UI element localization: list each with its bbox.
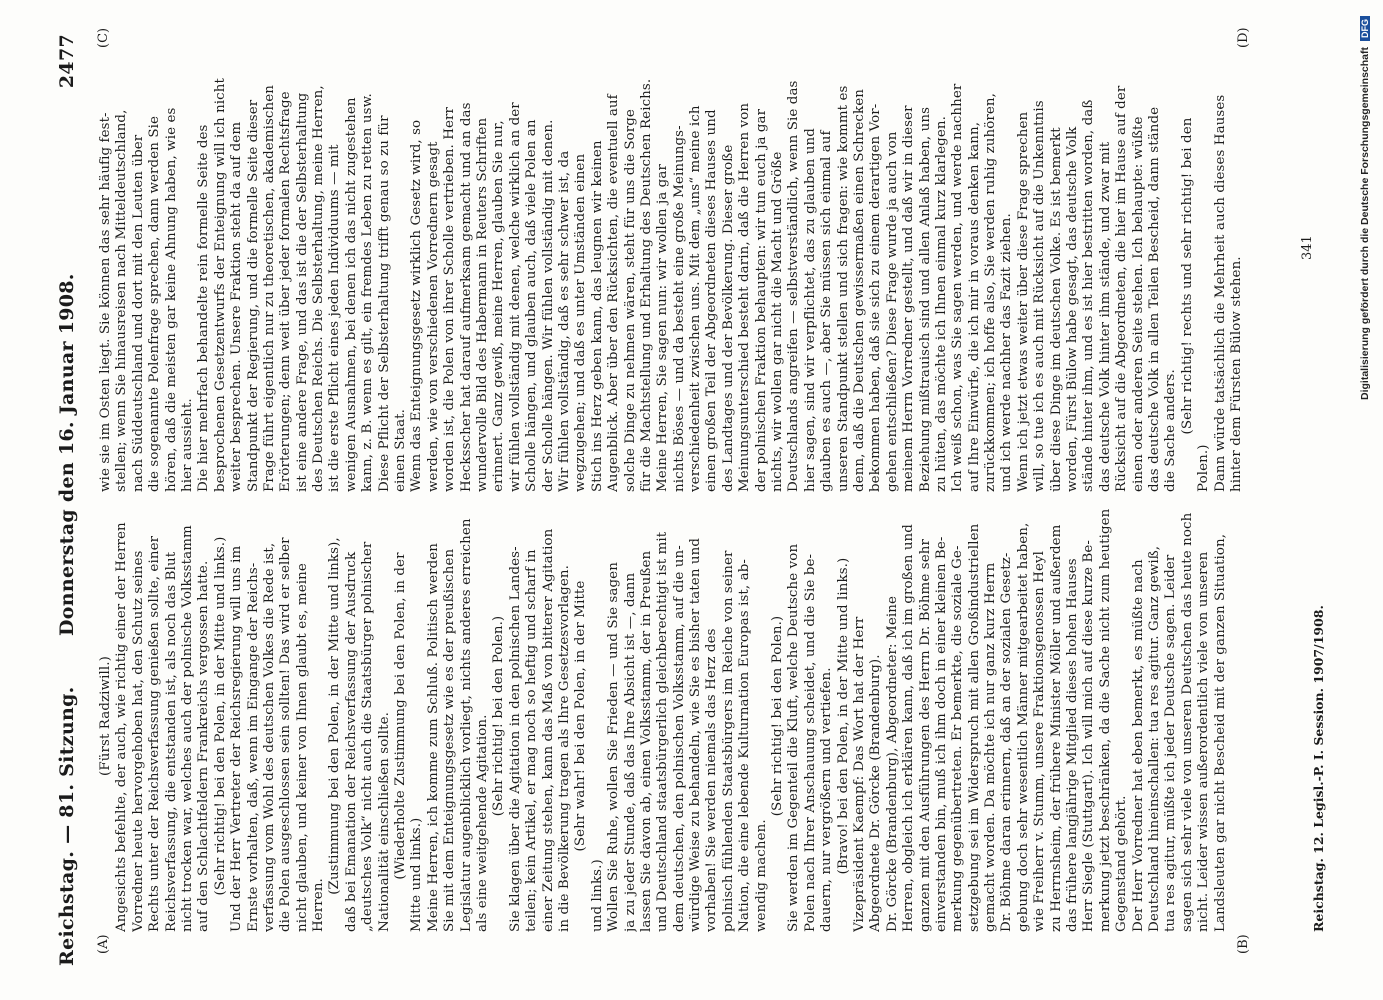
text-line: hier aussieht. [179, 398, 195, 492]
text-line: wie sie im Osten liegt. Sie können das sehr häufig fest- [98, 112, 113, 492]
text-line: vorhaben! Sie werden niemals das Herz des [704, 628, 720, 932]
text-line: weiter besprechen. Unsere Fraktion steht da auf dem [229, 121, 245, 492]
text-line: gehen entschließen? Diese Frage wurde ja auch von [884, 131, 900, 492]
header-page-number: 2477 [56, 34, 78, 89]
text-line: Angesichts befehlte, der auch, wie richtig einer der Herren [114, 522, 130, 932]
margin-mark-a: (A) [96, 934, 111, 954]
text-line: Landsleuten gar nicht Bescheid mit der ganzen Situation, [1212, 533, 1228, 932]
text-line: Gegenstand gehört. [1114, 795, 1130, 932]
text-line: das frühere langjährige Mitglied dieses hohen Hauses [1065, 558, 1081, 932]
text-line: setzgebung sei im Widerspruch mit allen Großindustriellen [966, 523, 982, 932]
text-line: Meinungsunterschied besteht darin, daß die Herren von [737, 102, 753, 492]
text-line: merkung gegenübertreten. Er bemerkte, die soziale Ge- [950, 545, 966, 932]
text-line: Wir fühlen vollständig, daß es sehr schwer ist, da [556, 150, 572, 492]
text-line: Polen.) [1196, 444, 1212, 492]
text-line: Und der Herr Vertreter der Reichsregierung will uns im [229, 545, 245, 932]
text-line: wundervolle Bild des Habermann in Reuters Schriften [474, 117, 490, 492]
text-line: einen Staat. [393, 409, 409, 492]
margin-mark-c: (C) [96, 27, 111, 48]
text-line: auf den Schlachtfeldern Frankreichs vergossen hatte. [196, 560, 212, 932]
text-line: polnisch fühlenden Staatsbürgers im Reiche von seiner [720, 550, 736, 932]
text-line: zurückkommen; ich hoffe also, Sie werden ruhig zuhören, [983, 93, 999, 492]
text-line: Deutschland hineinschallen: tua res agitur. Ganz gewiß, [1147, 545, 1162, 932]
text-line: (Sehr richtig! rechts und sehr richtig! bei den [1179, 117, 1195, 435]
text-line: Augenblick. Aber über den Rücksichten, die eventuell auf [606, 94, 622, 492]
text-line: Sie klagen über die Agitation in den polnischen Landes- [507, 546, 523, 932]
dfg-logo: DFG [1360, 16, 1370, 41]
right-column [98, 60, 1318, 492]
text-line: Vorredner heute hervorgehoben hat, den Schutz seines [130, 550, 146, 932]
text-line: „deutsches Volk“ nicht auch die Staatsbürger polnischer [360, 541, 376, 932]
text-line: solche Dinge zu nehmen wären, steht für uns die Sorge [622, 109, 638, 492]
text-line: einen großen Teil der Abgeordneten dieses Hauses und [704, 109, 720, 492]
text-line: wie Freiherr v. Stumm, unsere Fraktionsgenossen Heyl [1032, 550, 1048, 932]
text-line: kann, z. B. wenn es gilt, ein fremdes Leben zu retten usw. [360, 93, 376, 492]
text-line: stände hinter ihm, und es ist hier bestritten worden, daß [1081, 99, 1097, 492]
text-line: Der Herr Vorredner hat eben bemerkt, es müßte nach [1130, 559, 1146, 932]
text-line: Vizepräsident Kaempf: Das Wort hat der Herr [851, 616, 867, 932]
text-line: zu hüten, das möchte ich Ihnen einmal kurz klarlegen. [933, 116, 949, 492]
text-line: Wenn ich jetzt etwas weiter über diese Frage sprechen [1015, 111, 1031, 492]
text-line: (Fürst Radziwill.) [98, 656, 113, 776]
text-line: Nation, die eine lebende Kulturnation Europas ist, ab- [737, 558, 753, 932]
text-line: (Wiederholte Zustimmung bei den Polen, in der [393, 552, 409, 880]
text-line: Herren, obgleich ich erklären kann, daß ich im großen und [901, 524, 917, 932]
text-line: Polen nach Ihrer Anschauung scheidet, und die Sie be- [802, 553, 818, 932]
footer-session: Reichstag. 12. Legisl.-P. I. Session. 1907/1908. [1311, 605, 1326, 932]
text-line: Legislatur augenblicklich vorliegt, nichts anderes erreichen [458, 518, 474, 932]
text-line: Diese Pflicht der Selbsterhaltung trifft genau so zu für [376, 115, 392, 492]
text-line: nicht glauben, und keiner von Ihnen glaubt es, meine [294, 563, 310, 932]
text-line: des Deutschen Reichs. Die Selbsterhaltung, meine Herren, [311, 85, 327, 492]
text-line: dem deutschen, den polnischen Volksstamm, auf die un- [671, 545, 687, 932]
text-line: meinem Herrn Vorredner gestellt, und daß wir in dieser [901, 105, 917, 492]
text-line: und links.) [589, 859, 605, 932]
text-line: Frage führt eigentlich nur zu theoretischen, akademischen [261, 84, 277, 492]
text-line: ist die erste Pflicht eines jeden Individuums — mit [327, 144, 343, 492]
text-line: nicht. Leider wissen außerordentlich viele von unseren [1196, 551, 1212, 932]
text-line: würdige Weise zu behandeln, wie Sie es bisher taten und [688, 537, 704, 932]
text-line: nichts, wir wollen gar nicht die Macht und Größe [770, 151, 786, 492]
text-line: und Deutschland staatsbürgerlich gleichberechtigt ist mit [655, 531, 671, 932]
text-line: Meine Herren, Sie sagen nun: wir wollen ja gar [655, 164, 671, 492]
text-line: verfassung vom Wohl des deutschen Volkes die Rede ist, [261, 542, 277, 932]
text-line: wendig machen. [753, 819, 769, 932]
text-line: Erörterungen; denn weit über jeder formalen Rechtsfrage [278, 91, 294, 492]
text-line: die Sache anders. [1163, 369, 1179, 492]
text-line: (Sehr richtig! bei den Polen.) [770, 615, 786, 817]
text-line: Herren. [311, 878, 327, 932]
text-line: gemacht worden. Da möchte ich nur ganz kurz Herrn [983, 562, 999, 932]
text-line: nichts Böses — und da besteht eine große Meinungs- [671, 125, 687, 492]
text-line: hinter dem Fürsten Bülow stehen. [1228, 256, 1244, 492]
text-line: über diese Dinge im deutschen Volke. Es ist bemerkt [1048, 127, 1064, 492]
text-line: besprochenen Gesetzentwurfs der Enteignung will ich nicht [212, 78, 228, 492]
text-line: Deutschlands angreifen — selbstverständlich, wenn Sie das [786, 80, 802, 492]
page-header [56, 34, 82, 966]
text-line: Meine Herren, ich komme zum Schluß. Politisch werden [425, 542, 441, 932]
text-line: hier sagen, sind wir verpflichtet, das zu glauben und [802, 128, 818, 492]
text-line: Stich ins Herz geben kann, das leugnen wir keinen [589, 140, 605, 492]
text-line: und ich werde nachher das Fazit ziehen. [999, 213, 1015, 492]
text-line: lassen Sie davon ab, einen Volksstamm, der in Preußen [638, 550, 654, 932]
text-line: auf Ihre Einwürfe, die ich mir in voraus denken kann, [966, 121, 982, 492]
page-number-footer: 341 [1300, 235, 1315, 260]
header-left: Reichstag. — 81. Sitzung. [56, 686, 78, 966]
text-line: Rechts unter der Reichsverfassung genießen sollte, einer [147, 535, 163, 932]
side-credit [1355, 16, 1375, 984]
text-line: Dr. Görcke (Brandenburg), Abgeordneter: Meine [884, 596, 900, 932]
text-line: wir fühlen vollständig mit denen, welche wirklich an der [507, 102, 523, 492]
text-line: worden ist, die Polen von ihrer Scholle vertrieben. Herr [442, 106, 458, 492]
text-line: werden, wie von verschiedenen Vorrednern gesagt [425, 141, 441, 492]
text-line: (Zustimmung bei den Polen, in der Mitte und links), [327, 537, 343, 895]
text-line: Sie werden im Gegenteil die Kluft, welche Deutsche von [786, 543, 802, 932]
text-line: Nationalität einschließen sollte. [376, 711, 392, 932]
text-line: verschiedenheit zwischen uns. Mit dem „uns“ meine ich [688, 105, 704, 492]
text-line: zu Herrnsheim, der frühere Minister Möller und außerdem [1048, 524, 1064, 932]
text-line: Herr Siegle (Stuttgart). Ich will mich auf diese kurze Be- [1081, 539, 1097, 932]
text-line: merkung jetzt beschränken, da die Sache nicht zum heutigen [1097, 508, 1113, 932]
text-line: nach Süddeutschland und dort mit den Leuten über [130, 134, 146, 492]
text-line: sagen sich sehr viele von unseren Deutschen das heute noch [1179, 512, 1195, 932]
text-line: stellen; wenn Sie hinausreisen nach Mitteldeutschland, [114, 109, 130, 492]
text-line: Die hier mehrfach behandelte rein formelle Seite des [196, 124, 212, 492]
text-line: (Sehr richtig! bei den Polen.) [491, 615, 507, 817]
text-line: Sie mit dem Enteignungsgesetz wie es der preußischen [442, 548, 458, 932]
text-line: wegzugehen; und daß es unter Umständen einen [573, 153, 589, 492]
text-line: ist eine andere Frage, und das ist die der Selbsterhaltung [294, 92, 310, 492]
text-line: bekommen haben, daß sie sich zu einem derartigen Vor- [868, 103, 884, 492]
text-line: Mitte und links.) [409, 817, 425, 932]
text-line: einen oder anderen Seite stehen. Ich behaupte: wüßte [1130, 116, 1146, 492]
text-line: worden, Fürst Bülow habe gesagt, das deutsche Volk [1065, 126, 1081, 492]
margin-mark-b: (B) [1236, 934, 1251, 954]
text-line: als eine weitgehende Agitation. [474, 714, 490, 932]
text-line: glauben es auch —, aber Sie müssen sich einmal auf [819, 130, 835, 492]
text-line: ja zu jeder Stunde, daß das Ihre Absicht ist —, dann [622, 572, 638, 932]
text-line: will, so tue ich es auch mit Rücksicht auf die Unkenntnis [1032, 100, 1048, 492]
text-line: ganzen mit den Ausführungen des Herrn Dr. Böhme sehr [917, 539, 933, 932]
text-line: Wenn das Enteignungsgesetz wirklich Gesetz wird, so [409, 119, 425, 492]
text-line: denn, daß die Deutschen gewissermaßen einen Schrecken [851, 89, 867, 492]
left-column [98, 500, 1318, 932]
text-line: tua res agitur, müßte ich jeder Deutsche sagen. Leider [1163, 554, 1179, 932]
text-line: der Scholle hängen. Wir fühlen vollständig mit denen. [540, 119, 556, 492]
text-line: Wollen Sie Ruhe, wollen Sie Frieden — und Sie sagen [606, 562, 622, 932]
text-line: Rücksicht auf die Abgeordneten, die hier im Hause auf der [1114, 85, 1130, 492]
text-line: in die Bevölkerung tragen als Ihre Gesetzesvorlagen. [556, 565, 572, 932]
text-line: Abgeordnete Dr. Görcke (Brandenburg). [868, 654, 884, 932]
text-line: einer Zeitung stehen, kann das Maß von bitterer Agitation [540, 528, 556, 932]
text-line: (Sehr wahr! bei den Polen, in der Mitte [573, 580, 589, 852]
text-line: Beziehung mißtrauisch sind und allen Anlaß haben, uns [917, 106, 933, 492]
text-line: hören, daß die meisten gar keine Ahnung haben, wie es [163, 107, 179, 492]
text-line: gebung doch sehr wesentlich Männer mitgearbeitet haben, [1015, 522, 1031, 932]
text-line: (Sehr richtig! bei den Polen, in der Mitte und links.) [212, 536, 228, 896]
text-line: das deutsche Volk hinter ihm stände, und zwar mit [1097, 141, 1113, 492]
text-line: das deutsche Volk in allen Teilen Bescheid, dann stände [1147, 106, 1162, 492]
text-line: Ernste vorhalten, daß, wenn im Eingange der Reichs- [245, 562, 261, 932]
text-line: des Landtages und der Bevölkerung. Dieser große [720, 144, 736, 492]
text-line: Dann würde tatsächlich die Mehrheit auch dieses Hauses [1212, 94, 1228, 492]
text-line: Scholle hängen, und glauben auch, daß viele Polen an [524, 119, 540, 492]
text-line: der polnischen Fraktion behaupten: wir tun euch ja gar [753, 108, 769, 492]
text-line: einverstanden bin, muß ich ihm doch in einer kleinen Be- [933, 536, 949, 932]
text-line: (Bravo! bei den Polen, in der Mitte und links.) [835, 557, 851, 875]
text-line: teilen; kein Artikel, er mag noch so heftig und scharf in [524, 549, 540, 932]
header-date: Donnerstag den 16. Januar 1908. [56, 273, 78, 636]
text-line: die sogenannte Polenfrage sprechen, dann werden Sie [147, 116, 163, 492]
text-line: wenigen Ausnahmen, bei denen ich das nicht zugestehen [343, 97, 359, 492]
text-line: für die Machtstellung und Erhaltung des Deutschen Reichs. [638, 78, 654, 492]
text-line: Dr. Böhme daran erinnern, daß an der sozialen Gesetz- [999, 552, 1015, 932]
text-line: unseren Standpunkt stellen und sich fragen: wie kommt es [835, 85, 851, 492]
text-line: Ich weiß schon, was Sie sagen werden, und werde nachher [950, 83, 966, 492]
text-line: daß bei Emanation der Reichsverfassung der Ausdruck [343, 551, 359, 932]
text-line: dauern, nur vergrößern und vertiefen. [819, 667, 835, 932]
side-credit-text: Digitalisierung gefördert durch die Deutsche Forschungsgemeinschaft [1359, 47, 1371, 400]
margin-mark-d: (D) [1236, 27, 1251, 48]
text-line: die Polen ausgeschlossen sein sollten! Das wird er selber [278, 537, 294, 932]
text-line: Standpunkt der Regierung, und die formelle Seite dieser [245, 99, 261, 492]
text-line: nicht trocken war, welches auch der polnische Volksstamm [179, 525, 195, 932]
text-line: erinnert. Ganz gewiß, meine Herren, glauben Sie nur, [491, 120, 507, 492]
text-line: Hecksscher hat darauf aufmerksam gemacht und an das [458, 102, 474, 492]
text-line: Reichsverfassung, die entstanden ist, als noch das Blut [163, 551, 179, 932]
